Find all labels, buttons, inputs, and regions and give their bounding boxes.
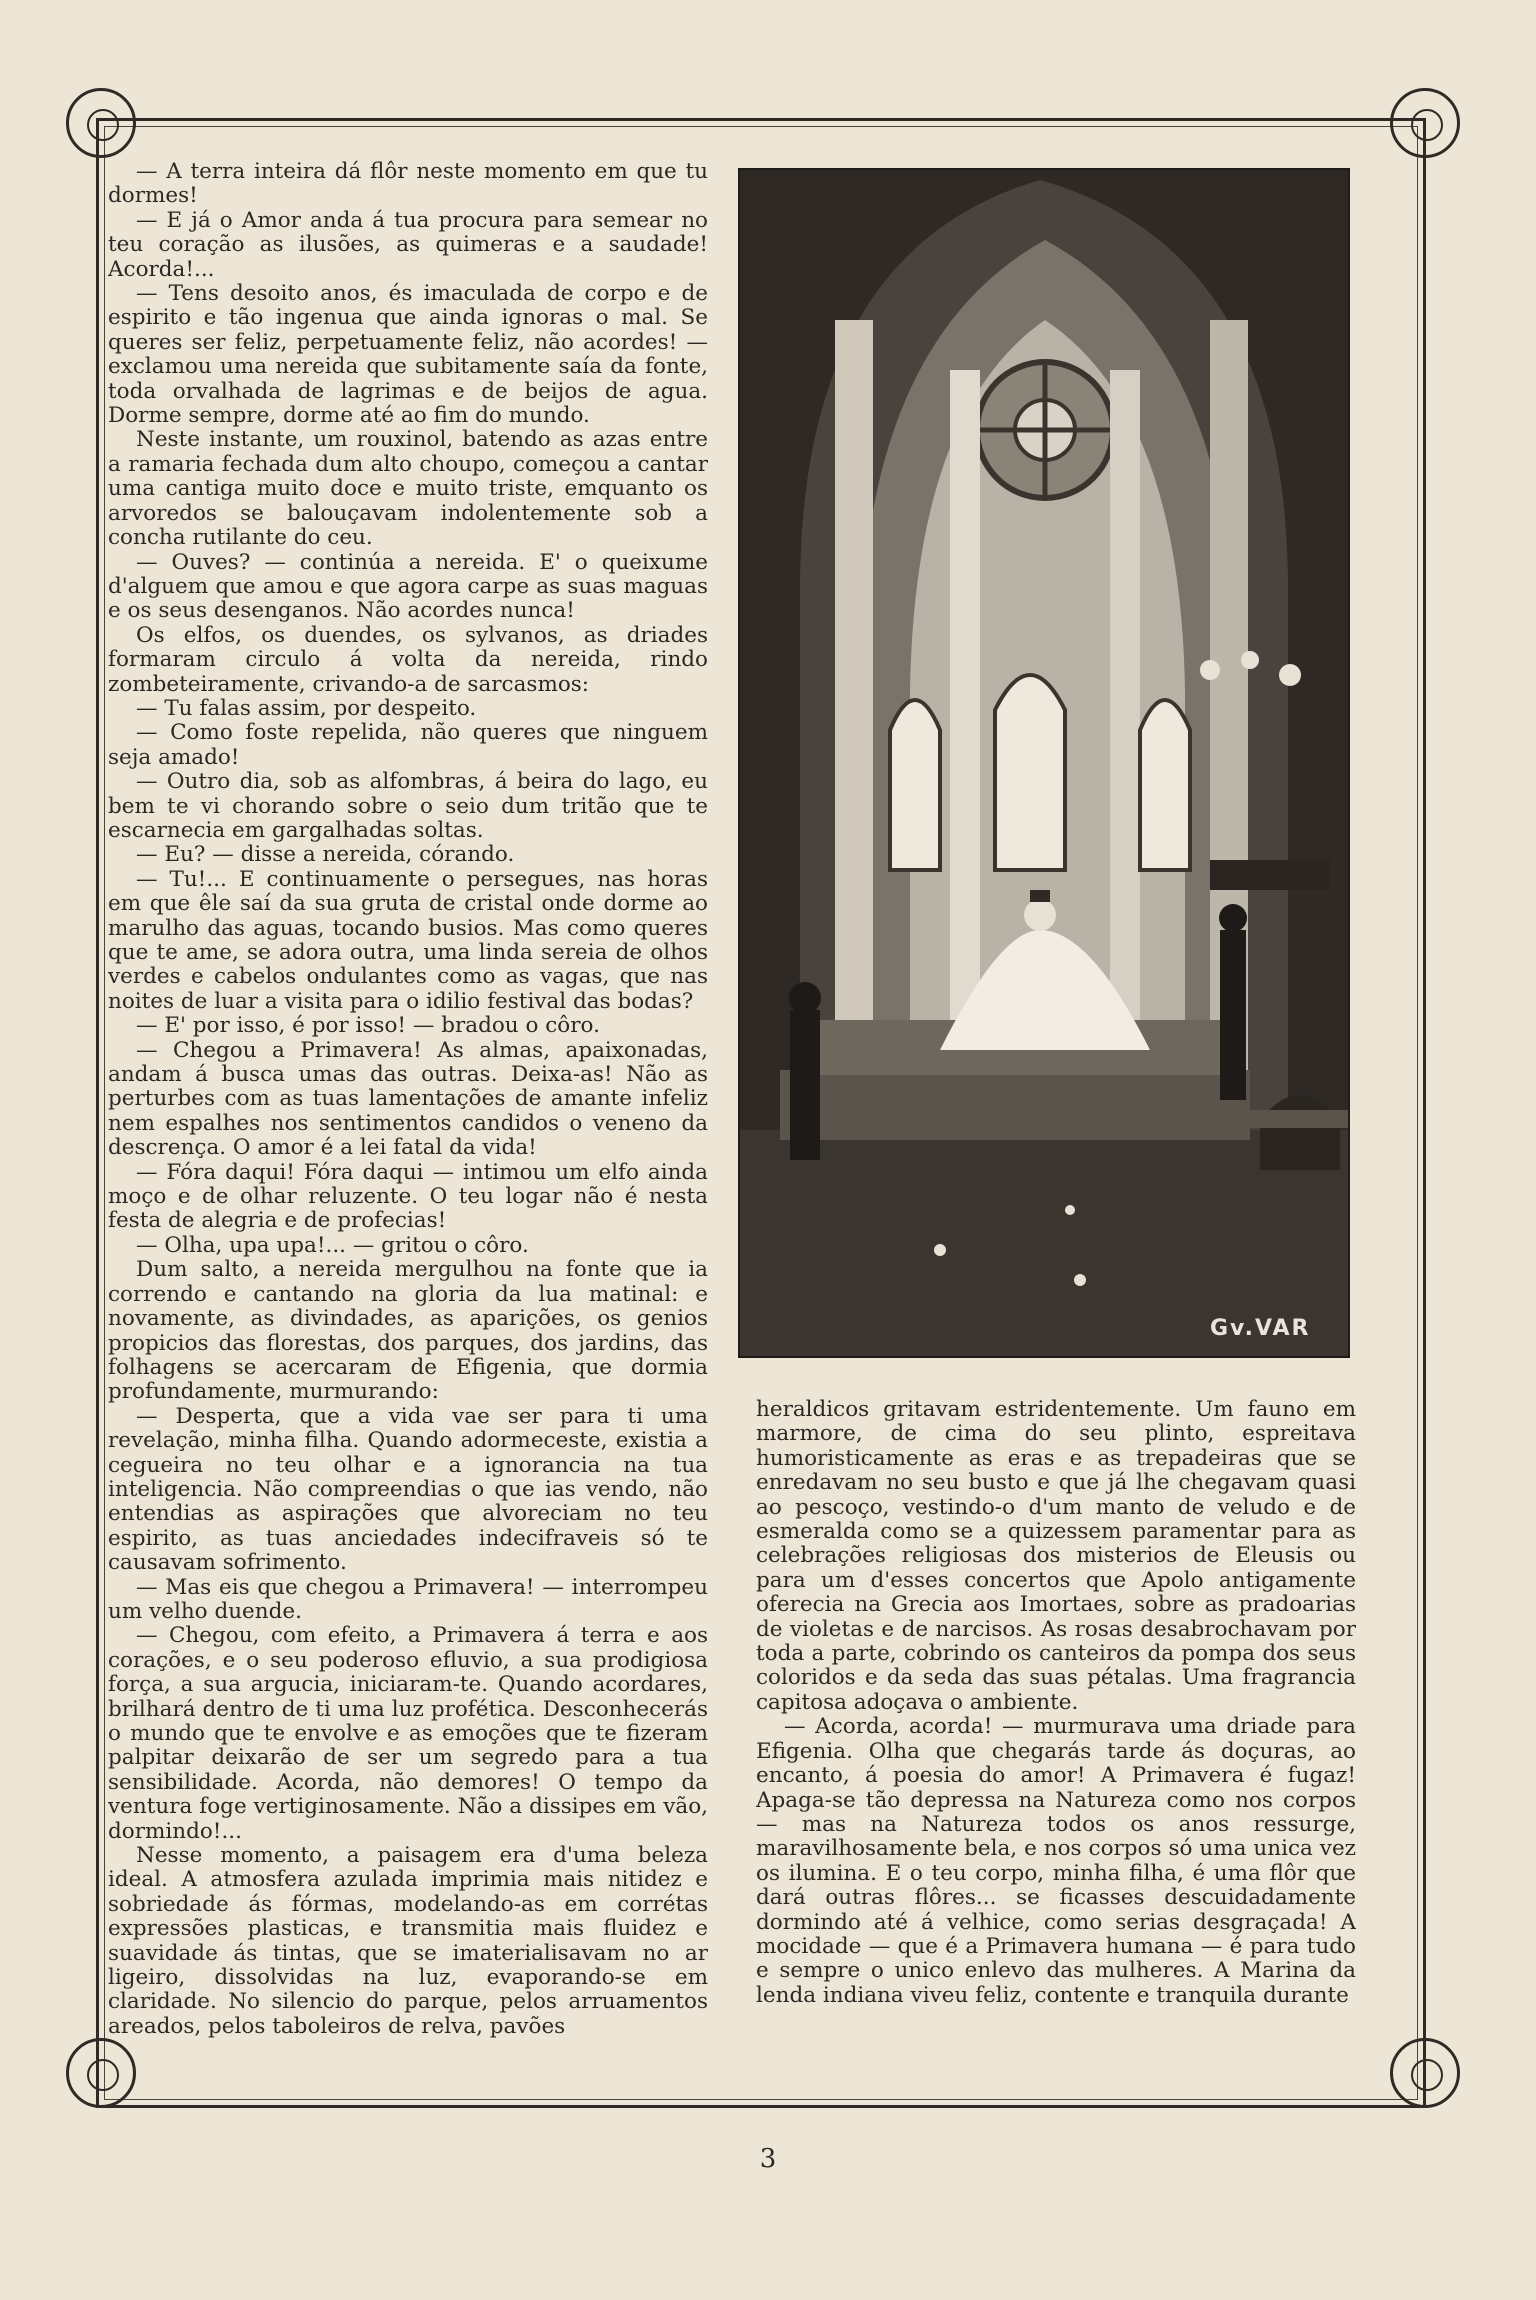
paragraph: — Olha, upa upa!... — gritou o côro. xyxy=(136,1232,529,1258)
paragraph: — Ouves? — continúa a nereida. E' o queixume d'alguem que amou e que agora carpe as suas maguas e os seus desenganos. Não acordes nunca! xyxy=(108,549,708,624)
paragraph: — Mas eis que chegou a Primavera! — interrompeu um velho duende. xyxy=(108,1574,708,1624)
cathedral-illustration xyxy=(738,168,1350,1358)
paragraph: — Desperta, que a vida vae ser para ti uma revelação, minha filha. Quando adormeceste, existia a cegueira no teu olhar e a ignorancia na tua inteligencia. Não compreendias o que ias vendo, não entendias as aspirações que alvoreciam no teu espirito, as tuas anciedades indecifraveis só te causavam sofrimento. xyxy=(108,1403,708,1576)
paragraph: — Acorda, acorda! — murmurava uma driade para Efigenia. Olha que chegarás tarde ás doçuras, ao encanto, á poesia do amor! A Primavera é fugaz! Apaga-se tão depressa na Natureza como nos corpos — mas na Natureza todos os anos ressurge, maravilhosamente bela, e nos corpos só uma unica vez os ilumina. E o teu corpo, minha filha, é uma flôr que dará outras flôres... se ficasses descuidadamente dormindo até á velhice, como serias desgraçada! A mocidade — que é a Primavera humana — é para tudo e sempre o unico enlevo das mulheres. A Marina da lenda indiana viveu feliz, contente e tranquila durante xyxy=(756,1714,1356,2008)
paragraph: Os elfos, os duendes, os sylvanos, as driades formaram circulo á volta da nereida, rindo zombeteiramente, crivando-a de sarcasmos: xyxy=(108,622,708,697)
paragraph: — Eu? — disse a nereida, córando. xyxy=(136,842,515,868)
corner-ornament-top-right-icon xyxy=(1390,88,1460,158)
paragraph: — Chegou a Primavera! As almas, apaixonadas, andam á busca umas das outras. Deixa-as! Não as perturbes com as tuas lamentações de amante infeliz nem espalhes nos sentimentos candidos o veneno da descrença. O amor é a lei fatal da vida! xyxy=(108,1037,708,1161)
paragraph: — Tu!... E continuamente o persegues, nas horas em que êle saí da sua gruta de cristal onde dorme ao marulho das aguas, tocando busios. Mas como queres que te ame, se adora outra, uma linda sereia de olhos verdes e cabelos ondulantes como as vagas, que nas noites de luar a visita para o idilio festival das bodas? xyxy=(108,866,708,1014)
paragraph: Nesse momento, a paisagem era d'uma beleza ideal. A atmosfera azulada imprimia mais nitidez e sobriedade ás fórmas, modelando-as em corrétas expressões plasticas, e transmitia mais fluidez e suavidade ás tintas, que se imaterialisavam no ar ligeiro, dissolvidas na luz, evaporando-se em claridade. No silencio do parque, pelos arruamentos areados, pelos taboleiros de relva, pavões xyxy=(108,1843,708,2039)
paragraph: — Chegou, com efeito, a Primavera á terra e aos corações, e o seu poderoso efluvio, a sua prodigiosa força, a sua argucia, iniciaram-te. Quando acordares, brilhará dentro de ti uma luz profética. Desconhecerás o mundo que te envolve e as emoções que te fizeram palpitar deixarão de ser um segredo para a tua sensibilidade. Acorda, não demores! O tempo da ventura foge vertiginosamente. Não a dissipes em vão, dormindo!... xyxy=(108,1623,708,1844)
illustration-signature: Gv.VAR xyxy=(1210,1316,1311,1341)
paragraph: — Tens desoito anos, és imaculada de corpo e de espirito e tão ingenua que ainda ignoras o mal. Se queres ser feliz, perpetuamente feliz, não acordes! — exclamou uma nereida que subitamente saía da fonte, toda orvalhada de lagrimas e de beijos de agua. Dorme sempre, dorme até ao fim do mundo. xyxy=(108,281,708,429)
right-text-column xyxy=(756,1398,1356,2048)
paragraph: Dum salto, a nereida mergulhou na fonte que ia correndo e cantando na gloria da lua matinal: e novamente, as divindades, as aparições, os genios propicios das florestas, dos parques, dos jardins, das folhagens se acercaram de Efigenia, que dormia profundamente, murmurando: xyxy=(108,1257,708,1405)
paragraph: — E' por isso, é por isso! — bradou o côro. xyxy=(136,1013,600,1039)
paragraph: Neste instante, um rouxinol, batendo as azas entre a ramaria fechada dum alto choupo, começou a cantar uma cantiga muito doce e muito triste, emquanto os arvoredos se balouçavam indolentemente sob a concha rutilante do ceu. xyxy=(108,427,708,551)
paragraph: — Tu falas assim, por despeito. xyxy=(136,695,477,721)
cathedral-scene-icon xyxy=(740,170,1348,1356)
paragraph: — Fóra daqui! Fóra daqui — intimou um elfo ainda moço e de olhar reluzente. O teu logar não é nesta festa de alegria e de profecias! xyxy=(108,1159,708,1234)
corner-ornament-bottom-left-icon xyxy=(66,2038,136,2108)
paragraph: — Como foste repelida, não queres que ninguem seja amado! xyxy=(108,720,708,770)
left-text-column xyxy=(108,160,708,2045)
paragraph: — Outro dia, sob as alfombras, á beira do lago, eu bem te vi chorando sobre o seio dum tritão que te escarnecia em gargalhadas soltas. xyxy=(108,769,708,843)
corner-ornament-top-left-icon xyxy=(66,88,136,158)
page-number: 3 xyxy=(759,2144,777,2174)
corner-ornament-bottom-right-icon xyxy=(1390,2038,1460,2108)
paragraph: — E já o Amor anda á tua procura para semear no teu coração as ilusões, as quimeras e a saudade! Acorda!... xyxy=(108,207,708,282)
paragraph: — A terra inteira dá flôr neste momento em que tu dormes! xyxy=(108,160,708,209)
paragraph: heraldicos gritavam estridentemente. Um fauno em marmore, de cima do seu plinto, espreitava humoristicamente as eras e as trepadeiras que se enredavam no seu busto e que já lhe chegavam quasi ao pescoço, vestindo-o d'um manto de veludo e de esmeralda como se a quizessem paramentar para as celebrações religiosas dos misterios de Eleusis ou para um d'esses concertos que Apolo antigamente oferecia na Grecia aos Imortaes, sobre as pradoarias de violetas e de narcisos. As rosas desabrochavam por toda a parte, cobrindo os canteiros da pompa dos seus coloridos e da seda das suas pétalas. Uma fragrancia capitosa adoçava o ambiente. xyxy=(756,1398,1356,1715)
